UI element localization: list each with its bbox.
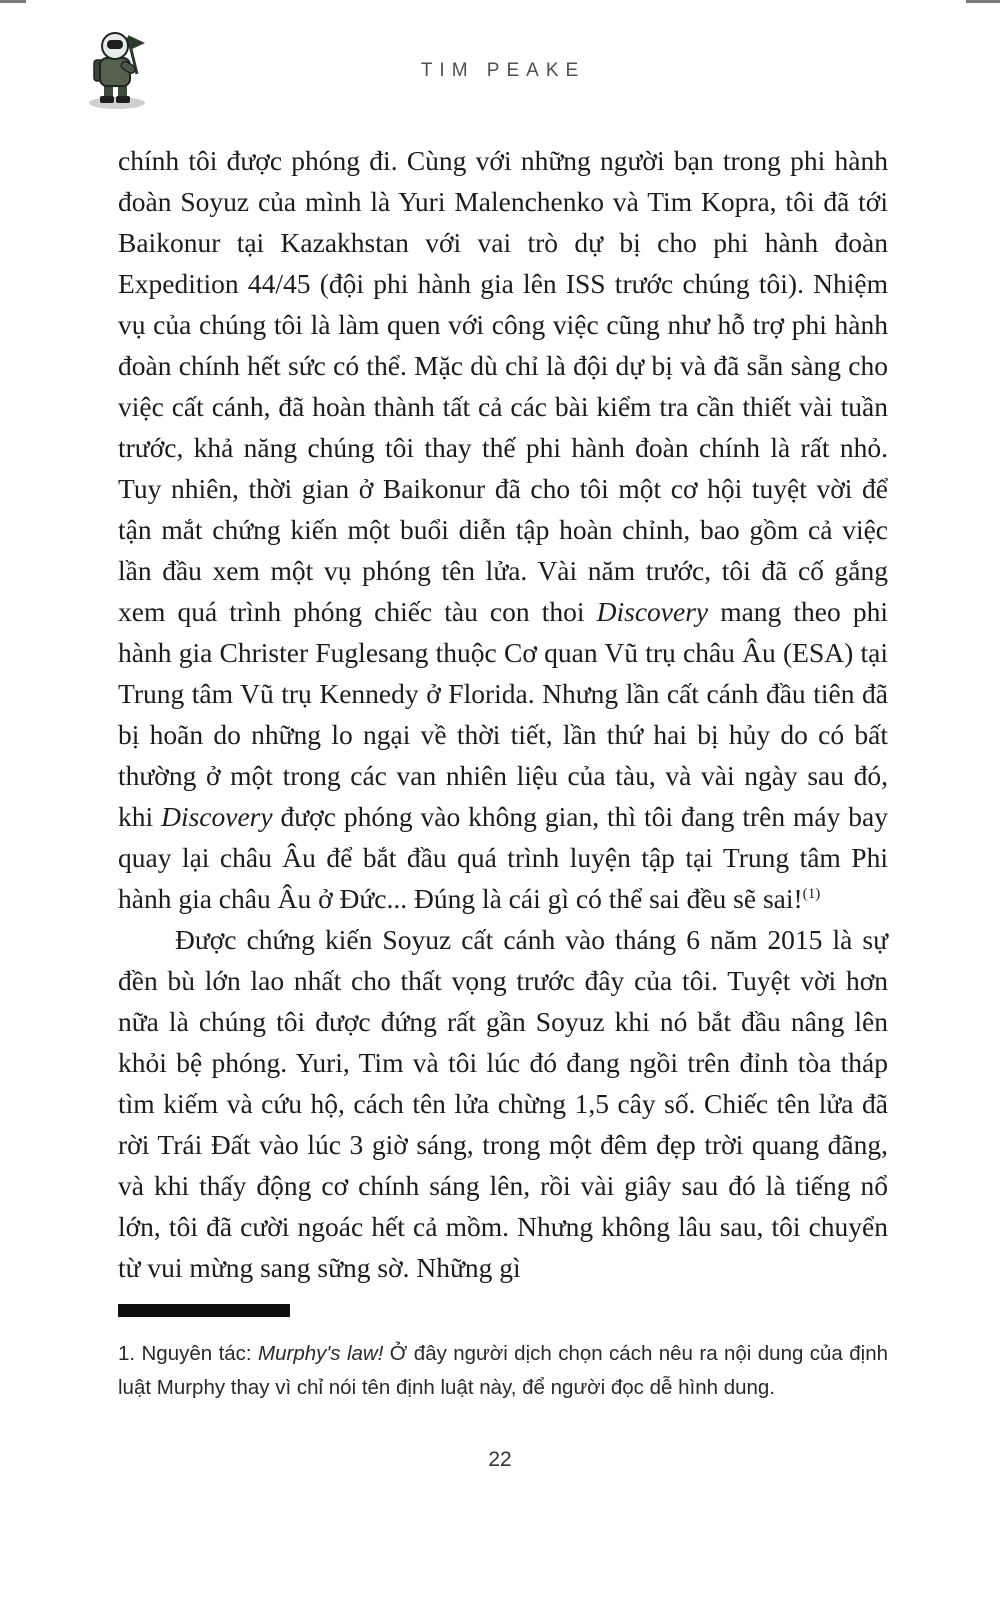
footnote-divider [118,1304,290,1317]
footnote [118,1337,888,1405]
scan-artifact [0,0,26,3]
scan-artifact [966,0,1000,3]
page-number: 22 [488,1448,512,1471]
body-text [118,140,888,1288]
paragraph: chính tôi được phóng đi. Cùng với những người bạn trong phi hành đoàn Soyuz của mình là Yuri Malenchenko và Tim Kopra, tôi đã tới Baikonur tại Kazakhstan với vai trò dự bị cho phi hành đoàn Expedition 44/45 (đội phi hành gia lên ISS trước chúng tôi). Nhiệm vụ của chúng tôi là làm quen với công việc cũng như hỗ trợ phi hành đoàn chính hết sức có thể. Mặc dù chỉ là đội dự bị và đã sẵn sàng cho việc cất cánh, đã hoàn thành tất cả các bài kiểm tra cần thiết vài tuần trước, khả năng chúng tôi thay thế phi hành đoàn chính là rất nhỏ. Tuy nhiên, thời gian ở Baikonur đã cho tôi một cơ hội tuyệt vời để tận mắt chứng kiến một buổi diễn tập hoàn chỉnh, bao gồm cả việc lần đầu xem một vụ phóng tên lửa. Vài năm trước, tôi đã cố gắng xem quá trình phóng chiếc tàu con thoi Discovery mang theo phi hành gia Christer Fuglesang thuộc Cơ quan Vũ trụ châu Âu (ESA) tại Trung tâm Vũ trụ Kennedy ở Florida. Nhưng lần cất cánh đầu tiên đã bị hoãn do những lo ngại về thời tiết, lần thứ hai bị hủy do có bất thường ở một trong các van nhiên liệu của tàu, và vài ngày sau đó, khi Discovery được phóng vào không gian, thì tôi đang trên máy bay quay lại châu Âu để bắt đầu quá trình luyện tập tại Trung tâm Phi hành gia châu Âu ở Đức... Đúng là cái gì có thể sai đều sẽ sai!$^{(1)}$ [118,145,888,914]
astronaut-with-pencil-icon [84,30,156,112]
running-head: TIM PEAKE [420,60,586,81]
footnote-text: 1. Nguyên tác: Murphy's law! Ở đây người dịch chọn cách nêu ra nội dung của định luật Murphy thay vì chỉ nói tên định luật này, để người đọc dễ hình dung. [118,1342,888,1399]
page-header [118,0,888,140]
paragraph: Được chứng kiến Soyuz cất cánh vào tháng 6 năm 2015 là sự đền bù lớn lao nhất cho thất vọng trước đây của tôi. Tuyệt vời hơn nữa là chúng tôi được đứng rất gần Soyuz khi nó bắt đầu nâng lên khỏi bệ phóng. Yuri, Tim và tôi lúc đó đang ngồi trên đỉnh tòa tháp tìm kiếm và cứu hộ, cách tên lửa chừng 1,5 cây số. Chiếc tên lửa đã rời Trái Đất vào lúc 3 giờ sáng, trong một đêm đẹp trời quang đãng, và khi thấy động cơ chính sáng lên, rồi vài giây sau đó là tiếng nổ lớn, tôi đã cười ngoác hết cả mồm. Nhưng không lâu sau, tôi chuyển từ vui mừng sang sững sờ. Những gì [118,924,888,1283]
